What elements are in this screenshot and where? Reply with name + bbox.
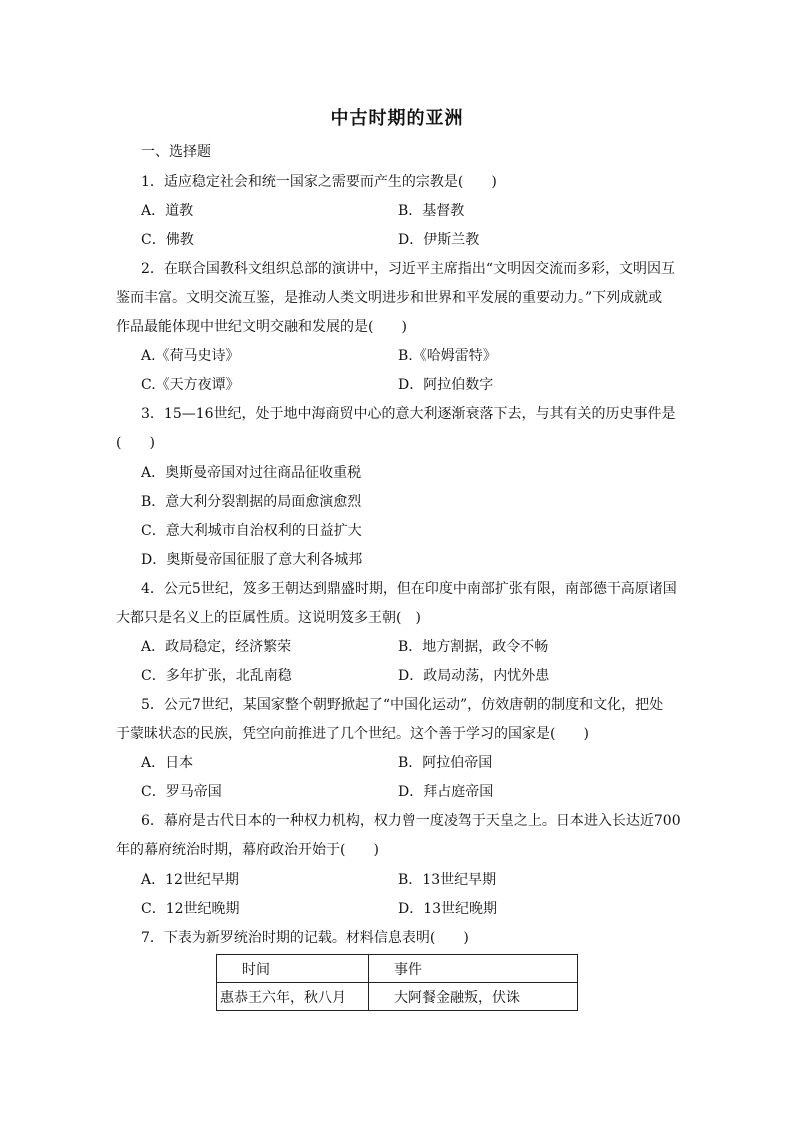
question-1-option-c: C．佛教 [141,232,194,248]
question-2-option-c: C.《天方夜谭》 [141,377,240,393]
question-4-option-d: D．政局动荡，内忧外患 [398,668,550,684]
table-cell: 大阿餐金融叛，伏诛 [369,983,578,1011]
question-4-option-a: A．政局稳定，经济繁荣 [141,639,292,655]
question-5-option-a: A．日本 [141,755,194,771]
question-2-text: 2．在联合国教科文组织总部的演讲中，习近平主席指出“文明因交流而多彩，文明因互 [141,261,676,277]
question-3-option-d: D．奥斯曼帝国征服了意大利各城邦 [141,552,363,568]
question-6-option-c: C．12世纪晚期 [141,901,240,917]
table-header-cell: 时间 [217,955,369,983]
question-1-option-b: B．基督教 [398,203,465,219]
question-5-option-d: D．拜占庭帝国 [398,784,494,800]
question-2-option-b: B.《哈姆雷特》 [398,348,497,364]
question-1-text: 1．适应稳定社会和统一国家之需要而产生的宗教是( ) [141,174,497,190]
question-7-table [216,954,578,1011]
question-6-text-cont: 年的幕府统治时期，幕府政治开始于( ) [116,842,379,858]
question-3-option-b: B．意大利分裂割据的局面愈演愈烈 [141,494,362,510]
question-6-option-a: A．12世纪早期 [141,872,239,888]
table-header-cell: 事件 [369,955,578,983]
question-6-option-b: B．13世纪早期 [398,872,497,888]
question-4-text-cont: 大都只是名义上的臣属性质。这说明笈多王朝( ) [116,610,421,626]
question-2-option-a: A.《荷马史诗》 [141,348,240,364]
question-1-option-d: D．伊斯兰教 [398,232,480,248]
question-5-option-b: B．阿拉伯帝国 [398,755,493,771]
table-cell: 惠恭王六年，秋八月 [217,983,369,1011]
question-5-text: 5．公元7世纪，某国家整个朝野掀起了“中国化运动”，仿效唐朝的制度和文化，把处 [141,697,664,713]
question-4-option-b: B．地方割据，政令不畅 [398,639,549,655]
table-row [217,983,578,1011]
section-heading: 一、选择题 [141,144,211,160]
question-7-text: 7．下表为新罗统治时期的记载。材料信息表明( ) [141,930,469,946]
question-1-option-a: A．道教 [141,203,194,219]
question-2-text-cont: 作品最能体现中世纪文明交融和发展的是( ) [116,319,407,335]
question-2-option-d: D．阿拉伯数字 [398,377,494,393]
question-6-text: 6．幕府是古代日本的一种权力机构，权力曾一度凌驾于天皇之上。日本进入长达近700 [141,813,681,829]
question-5-option-c: C．罗马帝国 [141,784,222,800]
page-title: 中古时期的亚洲 [330,108,464,129]
question-2-text-cont: 鉴而丰富。文明交流互鉴，是推动人类文明进步和世界和平发展的重要动力。”下列成就或 [116,290,663,306]
question-6-option-d: D．13世纪晚期 [398,901,498,917]
table-header-row [217,955,578,983]
question-3-text: 3．15—16世纪，处于地中海商贸中心的意大利逐渐衰落下去，与其有关的历史事件是 [141,406,676,422]
question-5-text-cont: 于蒙昧状态的民族，凭空向前推进了几个世纪。这个善于学习的国家是( ) [116,726,589,742]
question-3-text-cont: ( ) [116,435,155,451]
question-3-option-a: A．奥斯曼帝国对过往商品征收重税 [141,465,362,481]
question-3-option-c: C．意大利城市自治权利的日益扩大 [141,523,362,539]
question-4-option-c: C．多年扩张，北乱南稳 [141,668,292,684]
question-4-text: 4．公元5世纪，笈多王朝达到鼎盛时期，但在印度中南部扩张有限，南部德干高原诸国 [141,581,677,597]
